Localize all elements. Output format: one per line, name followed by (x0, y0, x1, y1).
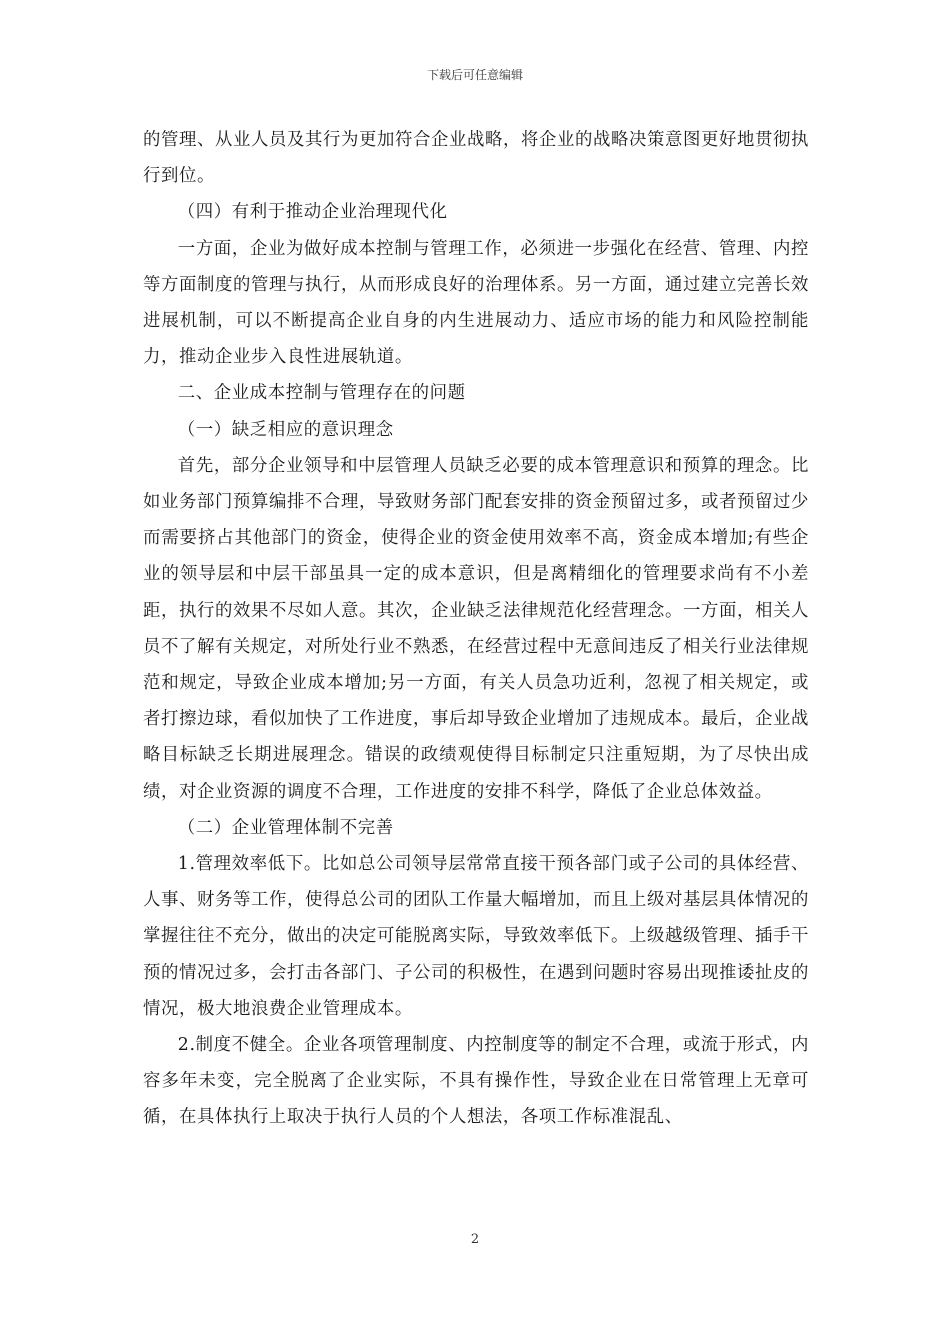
paragraph: 一方面，企业为做好成本控制与管理工作，必须进一步强化在经营、管理、内控等方面制度的管理与执行，从而形成良好的治理体系。另一方面，通过建立完善长效进展机制，可以不断提高企业自身的内生进展动力、适应市场的能力和风险控制能力，推动企业步入良性进展轨道。 (143, 238, 809, 368)
page-header: 下载后可任意编辑 (426, 68, 523, 82)
page-number: 2 (470, 1232, 480, 1247)
section-heading: （四）有利于推动企业治理现代化 (177, 202, 448, 223)
section-heading: （二）企业管理体制不完善 (177, 817, 394, 838)
paragraph: 2.制度不健全。企业各项管理制度、内控制度等的制定不合理，或流于形式，内容多年未变，完全脱离了企业实际，不具有操作性，导致企业在日常管理上无章可循，在具体执行上取决于执行人员的个人想法，各项工作标准混乱、 (143, 1035, 809, 1128)
document-body (143, 122, 809, 1136)
paragraph: 1.管理效率低下。比如总公司领导层常常直接干预各部门或子公司的具体经营、人事、财务等工作，使得总公司的团队工作量大幅增加，而且上级对基层具体情况的掌握往往不充分，做出的决定可能脱离实际，导致效率低下。上级越级管理、插手干预的情况过多，会打击各部门、子公司的积极性，在遇到问题时容易出现推诿扯皮的情况，极大地浪费企业管理成本。 (143, 854, 809, 1019)
paragraph: 首先，部分企业领导和中层管理人员缺乏必要的成本管理意识和预算的理念。比如业务部门预算编排不合理，导致财务部门配套安排的资金预留过多，或者预留过少而需要挤占其他部门的资金，使得企业的资金使用效率不高，资金成本增加;有些企业的领导层和中层干部虽具一定的成本意识，但是离精细化的管理要求尚有不小差距，执行的效果不尽如人意。其次，企业缺乏法律规范化经营理念。一方面，相关人员不了解有关规定，对所处行业不熟悉，在经营过程中无意间违反了相关行业法律规范和规定，导致企业成本增加;另一方面，有关人员急功近利，忽视了相关规定，或者打擦边球，看似加快了工作进度，事后却导致企业增加了违规成本。最后，企业战略目标缺乏长期进展理念。错误的政绩观使得目标制定只注重短期，为了尽快出成绩，对企业资源的调度不合理，工作进度的安排不科学，降低了企业总体效益。 (143, 455, 809, 802)
paragraph: 的管理、从业人员及其行为更加符合企业战略，将企业的战略决策意图更好地贯彻执行到位。 (143, 130, 809, 187)
section-heading: （一）缺乏相应的意识理念 (177, 419, 394, 440)
chapter-heading: 二、企业成本控制与管理存在的问题 (177, 383, 466, 404)
